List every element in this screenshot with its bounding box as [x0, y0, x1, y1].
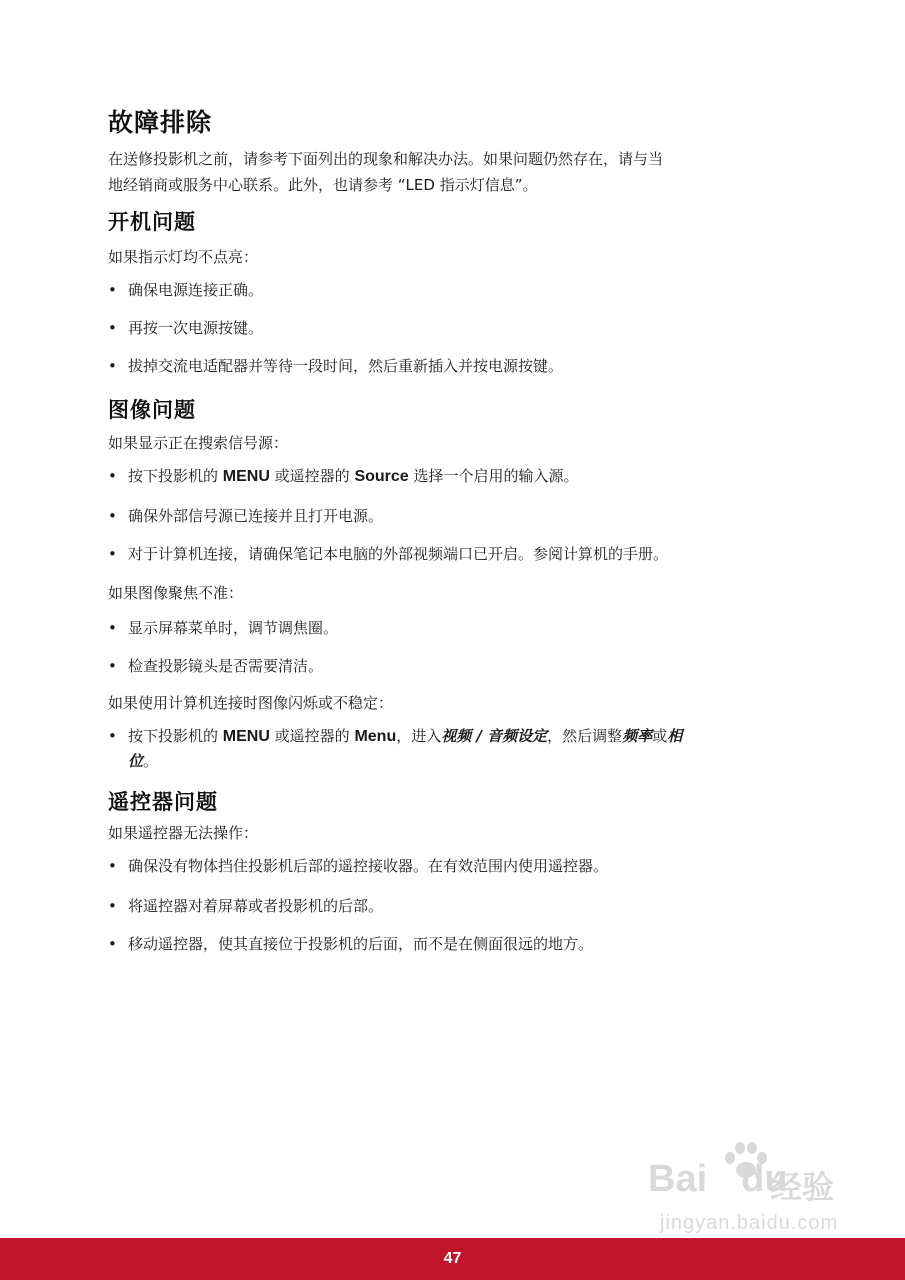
- list-item-text: 或遥控器的: [269, 727, 355, 745]
- power-condition: 如果指示灯均不点亮：: [108, 248, 259, 266]
- list-item-text: 选择一个启用的输入源。: [408, 467, 579, 485]
- list-item: [108, 278, 798, 302]
- list-item-text: 确保电源连接正确。: [128, 281, 264, 299]
- bullet: •: [108, 935, 117, 953]
- baidu-watermark: [640, 1140, 870, 1240]
- bullet: •: [108, 727, 117, 745]
- menu-key-label: MENU: [222, 728, 270, 745]
- list-item: [108, 724, 808, 773]
- bullet: •: [108, 657, 117, 675]
- list-item-text: 或遥控器的: [269, 467, 355, 485]
- page-number: 47: [443, 1250, 462, 1267]
- list-item-text: 。: [143, 752, 159, 770]
- watermark-logo-part: Bai: [648, 1158, 708, 1200]
- list-item: [108, 354, 798, 378]
- list-item: [108, 616, 798, 640]
- bullet: •: [108, 507, 117, 525]
- frequency-option: 频率: [622, 727, 653, 745]
- image-condition-3: 如果使用计算机连接时图像闪烁或不稳定：: [108, 694, 394, 712]
- bullet: •: [108, 357, 117, 375]
- list-item-text: 确保外部信号源已连接并且打开电源。: [128, 507, 384, 525]
- list-item: [108, 316, 798, 340]
- list-item-text: 按下投影机的: [128, 727, 223, 745]
- list-item-text: 显示屏幕菜单时，调节调焦圈。: [128, 619, 339, 637]
- bullet: •: [108, 545, 117, 563]
- page-footer: [0, 1238, 905, 1280]
- list-item: [108, 894, 798, 918]
- remote-condition: 如果遥控器无法操作：: [108, 824, 259, 842]
- list-item-text: 将遥控器对着屏幕或者投影机的后部。: [128, 897, 384, 915]
- list-item-text: 移动遥控器，使其直接位于投影机的后面，而不是在侧面很远的地方。: [128, 935, 594, 953]
- list-item-text: ，进入: [396, 727, 442, 745]
- section-heading-remote: 遥控器问题: [108, 790, 218, 814]
- bullet: •: [108, 467, 117, 485]
- bullet: •: [108, 319, 117, 337]
- intro-line-1: 在送修投影机之前，请参考下面列出的现象和解决办法。如果问题仍然存在，请与当: [108, 150, 664, 168]
- intro-line-2: 地经销商或服务中心联系。此外，也请参考 “LED 指示灯信息”。: [108, 176, 538, 194]
- list-item-text: 对于计算机连接，请确保笔记本电脑的外部视频端口已开启。参阅计算机的手册。: [128, 545, 669, 563]
- list-item: [108, 464, 798, 489]
- list-item: [108, 542, 798, 566]
- list-item-text: ，然后调整: [547, 727, 623, 745]
- setting-menu-name: 视频 / 音频设定: [441, 727, 548, 745]
- phase-option: 相: [667, 727, 683, 745]
- image-condition-1: 如果显示正在搜索信号源：: [108, 434, 289, 452]
- source-key-label: Source: [354, 468, 409, 485]
- watermark-logo: [648, 1158, 788, 1201]
- list-item: [108, 504, 798, 528]
- list-item-text: 再按一次电源按键。: [128, 319, 264, 337]
- menu-key-label: MENU: [222, 468, 270, 485]
- bullet: •: [108, 857, 117, 875]
- watermark-logo-part: du: [741, 1158, 788, 1200]
- section-heading-power: 开机问题: [108, 210, 196, 234]
- list-item-text: 拔掉交流电适配器并等待一段时间，然后重新插入并按电源按键。: [128, 357, 564, 375]
- list-item: [108, 932, 798, 956]
- list-item-text: 确保没有物体挡住投影机后部的遥控接收器。在有效范围内使用遥控器。: [128, 857, 609, 875]
- section-heading-image: 图像问题: [108, 398, 196, 422]
- bullet: •: [108, 281, 117, 299]
- phase-option: 位: [128, 752, 144, 770]
- watermark-url: jingyan.baidu.com: [660, 1212, 839, 1234]
- list-item-text: 检查投影镜头是否需要清洁。: [128, 657, 324, 675]
- menu-key-label: Menu: [354, 728, 397, 745]
- list-item-text: 或: [652, 727, 668, 745]
- page-title: 故障排除: [108, 108, 213, 137]
- list-item-text: 按下投影机的: [128, 467, 223, 485]
- watermark-cn: 经验: [770, 1168, 835, 1206]
- bullet: •: [108, 897, 117, 915]
- list-item: [108, 654, 798, 678]
- image-condition-2: 如果图像聚焦不准：: [108, 584, 244, 602]
- bullet: •: [108, 619, 117, 637]
- list-item: [108, 854, 798, 878]
